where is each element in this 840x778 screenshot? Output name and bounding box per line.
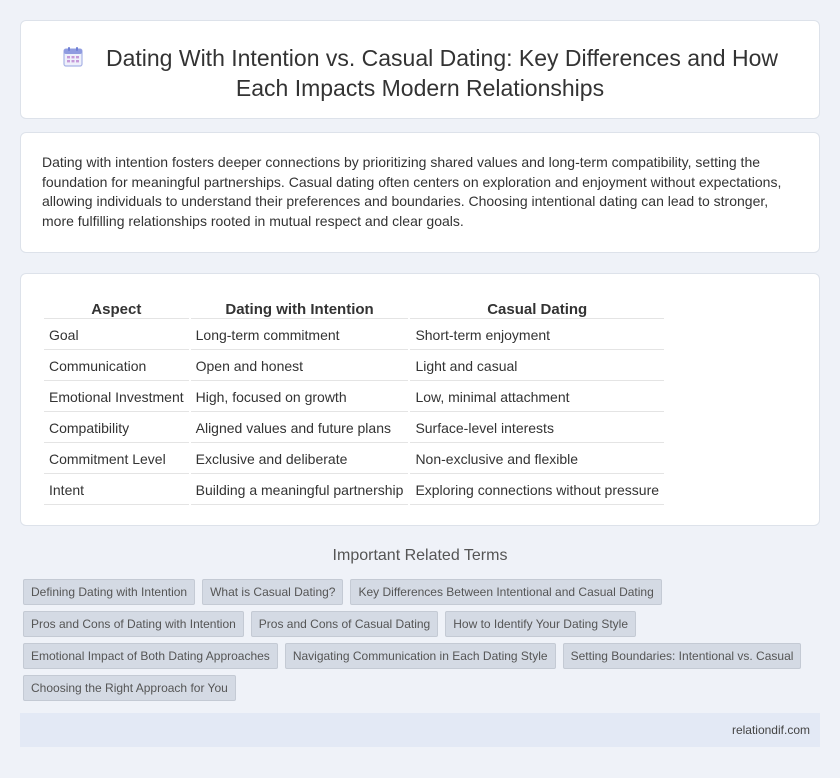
related-tag[interactable]: Pros and Cons of Casual Dating <box>251 611 438 637</box>
table-cell: Emotional Investment <box>44 383 189 412</box>
table-cell: Commitment Level <box>44 445 189 474</box>
table-cell: Low, minimal attachment <box>410 383 664 412</box>
table-cell: Exploring connections without pressure <box>410 476 664 505</box>
related-terms-list <box>23 579 813 707</box>
header-dating-with-intention: Dating with Intention <box>191 296 409 319</box>
table-cell: Short-term enjoyment <box>410 321 664 350</box>
table-cell: Compatibility <box>44 414 189 443</box>
header-card <box>20 20 820 119</box>
header-aspect: Aspect <box>44 296 189 319</box>
table-header-row <box>44 296 664 319</box>
table-cell: Long-term commitment <box>191 321 409 350</box>
related-tag[interactable]: Setting Boundaries: Intentional vs. Casual <box>563 643 802 669</box>
comparison-card <box>20 273 820 526</box>
related-tag[interactable]: Emotional Impact of Both Dating Approaches <box>23 643 278 669</box>
related-tag[interactable]: Pros and Cons of Dating with Intention <box>23 611 244 637</box>
table-row <box>44 445 664 474</box>
page-title: Dating With Intention vs. Casual Dating: Key Differences and How Each Impacts Modern Relationships <box>105 45 779 101</box>
table-row <box>44 321 664 350</box>
table-row <box>44 383 664 412</box>
table-row <box>44 414 664 443</box>
intro-card <box>20 132 820 253</box>
page-title-row <box>21 43 819 103</box>
table-cell: Goal <box>44 321 189 350</box>
header-casual-dating: Casual Dating <box>410 296 664 319</box>
related-tag[interactable]: How to Identify Your Dating Style <box>445 611 636 637</box>
footer <box>20 713 820 747</box>
related-tag[interactable]: What is Casual Dating? <box>202 579 343 605</box>
table-cell: Surface-level interests <box>410 414 664 443</box>
table-row <box>44 352 664 381</box>
table-row <box>44 476 664 505</box>
table-cell: Building a meaningful partnership <box>191 476 409 505</box>
related-tag[interactable]: Key Differences Between Intentional and Casual Dating <box>350 579 661 605</box>
comparison-table <box>42 294 666 507</box>
table-cell: Communication <box>44 352 189 381</box>
intro-paragraph: Dating with intention fosters deeper connections by prioritizing shared values and long-term compatibility, setting the foundation for meaningful partnerships. Casual dating often centers on exploration and enjoyment without expectations, allowing individuals to understand their preferences and boundaries. Choosing intentional dating can lead to stronger, more fulfilling relationships rooted in mutual respect and clear goals. <box>42 154 782 229</box>
table-cell: Light and casual <box>410 352 664 381</box>
site-link[interactable]: relationdif.com <box>731 723 810 737</box>
table-cell: High, focused on growth <box>191 383 409 412</box>
related-terms-title: Important Related Terms <box>332 547 508 564</box>
table-cell: Aligned values and future plans <box>191 414 409 443</box>
table-cell: Exclusive and deliberate <box>191 445 409 474</box>
table-cell: Open and honest <box>191 352 409 381</box>
related-tag[interactable]: Choosing the Right Approach for You <box>23 675 236 701</box>
calendar-icon <box>62 46 84 68</box>
table-cell: Intent <box>44 476 189 505</box>
related-tag[interactable]: Navigating Communication in Each Dating Style <box>285 643 556 669</box>
related-tag[interactable]: Defining Dating with Intention <box>23 579 195 605</box>
table-cell: Non-exclusive and flexible <box>410 445 664 474</box>
